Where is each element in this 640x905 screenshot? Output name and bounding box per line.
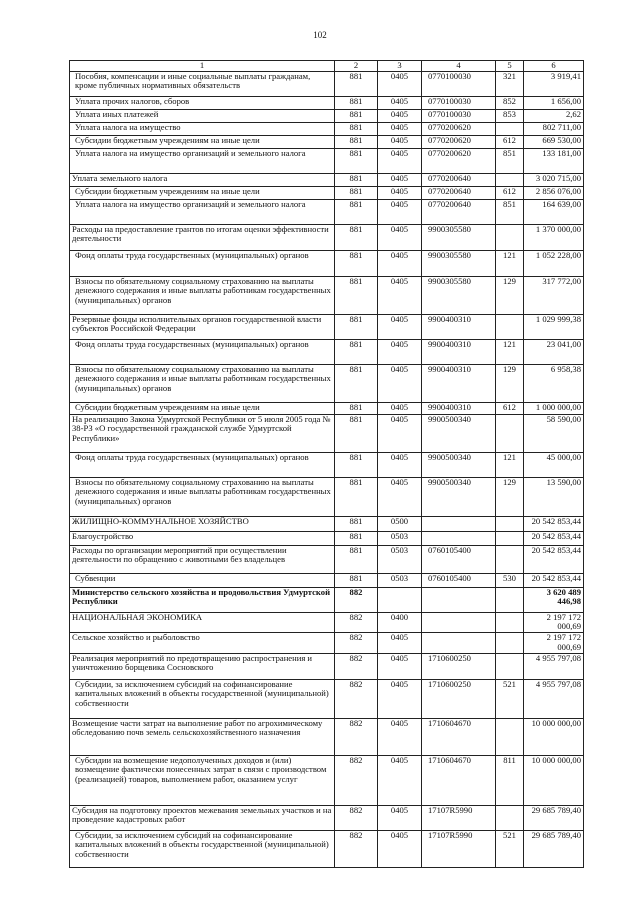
department-code-cell: 881 — [335, 135, 378, 148]
amount-cell: 1 029 999,38 — [524, 314, 584, 339]
table-row — [70, 531, 584, 545]
expense-name-cell: НАЦИОНАЛЬНАЯ ЭКОНОМИКА — [70, 612, 335, 632]
table-row — [70, 135, 584, 148]
column-header: 2 — [335, 61, 378, 72]
amount-cell: 3 020 715,00 — [524, 173, 584, 186]
target-article-cell: 17107R5990 — [422, 805, 496, 830]
department-code-cell: 881 — [335, 96, 378, 109]
department-code-cell: 881 — [335, 452, 378, 477]
target-article-cell: 0770100030 — [422, 109, 496, 122]
section-code-cell: 0405 — [378, 364, 422, 402]
expense-type-cell: 321 — [496, 71, 524, 96]
section-code-cell: 0405 — [378, 830, 422, 867]
expense-type-cell — [496, 653, 524, 679]
section-code-cell: 0400 — [378, 612, 422, 632]
column-header: 3 — [378, 61, 422, 72]
amount-cell: 133 181,00 — [524, 148, 584, 173]
expense-name-cell: Пособия, компенсации и иные социальные выплаты гражданам, кроме публичных нормативных обязательств — [70, 71, 335, 96]
section-code-cell: 0405 — [378, 71, 422, 96]
expense-name-cell: Субвенции — [70, 573, 335, 587]
expense-name-cell: Министерство сельского хозяйства и продовольствия Удмуртской Республики — [70, 587, 335, 612]
expense-type-cell: 851 — [496, 148, 524, 173]
amount-cell: 1 052 228,00 — [524, 250, 584, 276]
amount-cell: 20 542 853,44 — [524, 516, 584, 531]
department-code-cell: 881 — [335, 477, 378, 516]
expense-type-cell: 521 — [496, 830, 524, 867]
section-code-cell: 0405 — [378, 186, 422, 199]
department-code-cell: 881 — [335, 122, 378, 135]
expense-name-cell: Субсидии бюджетным учреждениям на иные цели — [70, 135, 335, 148]
expense-name-cell: Субсидии на возмещение недополученных доходов и (или) возмещение фактически понесенных затрат в связи с производством (реализацией) товаров, выполнением работ, оказанием услуг — [70, 755, 335, 805]
table-row — [70, 755, 584, 805]
section-code-cell: 0405 — [378, 402, 422, 414]
expense-name-cell: Расходы по организации мероприятий при осуществлении деятельности по обращению с животными без владельцев — [70, 545, 335, 573]
table-row — [70, 250, 584, 276]
amount-cell: 1 656,00 — [524, 96, 584, 109]
expense-name-cell: Уплата земельного налога — [70, 173, 335, 186]
department-code-cell: 882 — [335, 755, 378, 805]
target-article-cell — [422, 587, 496, 612]
target-article-cell: 1710604670 — [422, 718, 496, 755]
target-article-cell: 1710604670 — [422, 755, 496, 805]
target-article-cell: 0770100030 — [422, 96, 496, 109]
target-article-cell: 9900500340 — [422, 414, 496, 452]
target-article-cell — [422, 612, 496, 632]
amount-cell: 3 620 489 446,98 — [524, 587, 584, 612]
table-row — [70, 830, 584, 867]
target-article-cell: 9900305580 — [422, 224, 496, 250]
department-code-cell: 881 — [335, 173, 378, 186]
column-header: 4 — [422, 61, 496, 72]
target-article-cell: 9900400310 — [422, 402, 496, 414]
amount-cell: 669 530,00 — [524, 135, 584, 148]
department-code-cell: 881 — [335, 109, 378, 122]
expense-type-cell — [496, 718, 524, 755]
department-code-cell: 881 — [335, 414, 378, 452]
department-code-cell: 882 — [335, 633, 378, 653]
section-code-cell: 0503 — [378, 573, 422, 587]
department-code-cell: 882 — [335, 718, 378, 755]
expense-type-cell — [496, 516, 524, 531]
section-code-cell: 0503 — [378, 531, 422, 545]
section-code-cell: 0405 — [378, 199, 422, 224]
target-article-cell: 0760105400 — [422, 573, 496, 587]
expense-name-cell: Сельское хозяйство и рыболовство — [70, 633, 335, 653]
target-article-cell: 9900400310 — [422, 314, 496, 339]
expense-name-cell: Субсидии, за исключением субсидий на софинансирование капитальных вложений в объекты государственной (муниципальной) собственности — [70, 830, 335, 867]
target-article-cell: 0770200640 — [422, 199, 496, 224]
table-row — [70, 276, 584, 314]
department-code-cell: 881 — [335, 276, 378, 314]
expense-type-cell — [496, 173, 524, 186]
section-code-cell: 0500 — [378, 516, 422, 531]
department-code-cell: 881 — [335, 314, 378, 339]
department-code-cell: 881 — [335, 186, 378, 199]
expense-type-cell — [496, 805, 524, 830]
amount-cell: 6 958,38 — [524, 364, 584, 402]
expense-name-cell: Взносы по обязательному социальному страхованию на выплаты денежного содержания и иные выплаты работникам государственных (муниципальных) органов — [70, 276, 335, 314]
expense-type-cell — [496, 633, 524, 653]
expense-name-cell: На реализацию Закона Удмуртской Республики от 5 июля 2005 года № 38-РЗ «О государственной гражданской службе Удмуртской Республики» — [70, 414, 335, 452]
expense-name-cell: Возмещение части затрат на выполнение работ по агрохимическому обследованию почв земель сельскохозяйственного назначения — [70, 718, 335, 755]
amount-cell: 317 772,00 — [524, 276, 584, 314]
table-row — [70, 718, 584, 755]
department-code-cell: 882 — [335, 679, 378, 718]
department-code-cell: 881 — [335, 148, 378, 173]
department-code-cell: 881 — [335, 339, 378, 364]
table-row — [70, 122, 584, 135]
amount-cell: 4 955 797,08 — [524, 653, 584, 679]
amount-cell: 10 000 000,00 — [524, 755, 584, 805]
amount-cell: 58 590,00 — [524, 414, 584, 452]
table-row — [70, 414, 584, 452]
department-code-cell: 881 — [335, 573, 378, 587]
amount-cell: 3 919,41 — [524, 71, 584, 96]
target-article-cell: 1710600250 — [422, 653, 496, 679]
section-code-cell: 0405 — [378, 718, 422, 755]
expense-name-cell: Взносы по обязательному социальному страхованию на выплаты денежного содержания и иные выплаты работникам государственных (муниципальных) органов — [70, 477, 335, 516]
expense-name-cell: Уплата налога на имущество организаций и земельного налога — [70, 199, 335, 224]
expense-name-cell: Субсидии, за исключением субсидий на софинансирование капитальных вложений в объекты государственной (муниципальной) собственности — [70, 679, 335, 718]
department-code-cell: 881 — [335, 402, 378, 414]
expense-name-cell: Уплата налога на имущество — [70, 122, 335, 135]
expense-name-cell: Фонд оплаты труда государственных (муниципальных) органов — [70, 339, 335, 364]
expense-type-cell — [496, 224, 524, 250]
table-row — [70, 612, 584, 632]
target-article-cell: 9900305580 — [422, 250, 496, 276]
section-code-cell: 0405 — [378, 633, 422, 653]
table-row — [70, 71, 584, 96]
department-code-cell: 881 — [335, 516, 378, 531]
expense-type-cell: 521 — [496, 679, 524, 718]
department-code-cell: 881 — [335, 545, 378, 573]
table-row — [70, 679, 584, 718]
expense-type-cell: 530 — [496, 573, 524, 587]
amount-cell: 1 000 000,00 — [524, 402, 584, 414]
amount-cell: 2 197 172 000,69 — [524, 612, 584, 632]
table-row — [70, 587, 584, 612]
section-code-cell: 0405 — [378, 805, 422, 830]
section-code-cell: 0405 — [378, 250, 422, 276]
section-code-cell: 0405 — [378, 477, 422, 516]
page-number: 102 — [313, 30, 327, 40]
expense-name-cell: Фонд оплаты труда государственных (муниципальных) органов — [70, 250, 335, 276]
amount-cell: 802 711,00 — [524, 122, 584, 135]
amount-cell: 20 542 853,44 — [524, 545, 584, 573]
department-code-cell: 881 — [335, 199, 378, 224]
column-header: 5 — [496, 61, 524, 72]
expense-type-cell: 852 — [496, 96, 524, 109]
target-article-cell: 9900400310 — [422, 364, 496, 402]
table-row — [70, 402, 584, 414]
budget-table — [69, 60, 584, 868]
amount-cell: 20 542 853,44 — [524, 573, 584, 587]
target-article-cell: 9900500340 — [422, 452, 496, 477]
amount-cell: 20 542 853,44 — [524, 531, 584, 545]
target-article-cell: 0770100030 — [422, 71, 496, 96]
expense-type-cell: 121 — [496, 339, 524, 364]
section-code-cell — [378, 587, 422, 612]
expense-name-cell: Реализация мероприятий по предотвращению распространения и уничтожению борщевика Сосновского — [70, 653, 335, 679]
target-article-cell: 0770200620 — [422, 135, 496, 148]
table-row — [70, 516, 584, 531]
target-article-cell: 0770200640 — [422, 186, 496, 199]
table-row — [70, 573, 584, 587]
table-row — [70, 173, 584, 186]
target-article-cell: 0770200640 — [422, 173, 496, 186]
amount-cell: 4 955 797,08 — [524, 679, 584, 718]
table-row — [70, 314, 584, 339]
column-header: 6 — [524, 61, 584, 72]
expense-type-cell — [496, 314, 524, 339]
table-row — [70, 224, 584, 250]
section-code-cell: 0405 — [378, 109, 422, 122]
expense-name-cell: ЖИЛИЩНО-КОММУНАЛЬНОЕ ХОЗЯЙСТВО — [70, 516, 335, 531]
section-code-cell: 0405 — [378, 276, 422, 314]
table-row — [70, 633, 584, 653]
expense-name-cell: Уплата прочих налогов, сборов — [70, 96, 335, 109]
expense-type-cell: 129 — [496, 276, 524, 314]
target-article-cell — [422, 531, 496, 545]
expense-type-cell: 811 — [496, 755, 524, 805]
table-row — [70, 805, 584, 830]
section-code-cell: 0405 — [378, 135, 422, 148]
expense-name-cell: Субсидия на подготовку проектов межевания земельных участков и на проведение кадастровых работ — [70, 805, 335, 830]
expense-type-cell: 121 — [496, 250, 524, 276]
section-code-cell: 0405 — [378, 122, 422, 135]
section-code-cell: 0503 — [378, 545, 422, 573]
target-article-cell: 0760105400 — [422, 545, 496, 573]
expense-type-cell — [496, 545, 524, 573]
table-row — [70, 653, 584, 679]
department-code-cell: 881 — [335, 71, 378, 96]
expense-name-cell: Резервные фонды исполнительных органов государственной власти субъектов Российской Федерации — [70, 314, 335, 339]
amount-cell: 23 041,00 — [524, 339, 584, 364]
expense-name-cell: Расходы на предоставление грантов по итогам оценки эффективности деятельности — [70, 224, 335, 250]
department-code-cell: 882 — [335, 587, 378, 612]
table-row — [70, 109, 584, 122]
section-code-cell: 0405 — [378, 148, 422, 173]
section-code-cell: 0405 — [378, 755, 422, 805]
amount-cell: 13 590,00 — [524, 477, 584, 516]
amount-cell: 164 639,00 — [524, 199, 584, 224]
table-row — [70, 339, 584, 364]
table-row — [70, 364, 584, 402]
target-article-cell: 9900305580 — [422, 276, 496, 314]
section-code-cell: 0405 — [378, 339, 422, 364]
expense-type-cell: 851 — [496, 199, 524, 224]
expense-type-cell — [496, 414, 524, 452]
table-row — [70, 452, 584, 477]
expense-type-cell — [496, 612, 524, 632]
section-code-cell: 0405 — [378, 173, 422, 186]
table-row — [70, 477, 584, 516]
target-article-cell: 0770200620 — [422, 148, 496, 173]
table-row — [70, 96, 584, 109]
expense-type-cell — [496, 122, 524, 135]
table-row — [70, 148, 584, 173]
expense-type-cell: 129 — [496, 364, 524, 402]
section-code-cell: 0405 — [378, 679, 422, 718]
expense-type-cell: 129 — [496, 477, 524, 516]
expense-type-cell: 121 — [496, 452, 524, 477]
column-header: 1 — [70, 61, 335, 72]
expense-name-cell: Субсидии бюджетным учреждениям на иные цели — [70, 186, 335, 199]
department-code-cell: 882 — [335, 612, 378, 632]
department-code-cell: 881 — [335, 531, 378, 545]
expense-type-cell — [496, 531, 524, 545]
expense-name-cell: Субсидии бюджетным учреждениям на иные цели — [70, 402, 335, 414]
section-code-cell: 0405 — [378, 653, 422, 679]
target-article-cell: 9900500340 — [422, 477, 496, 516]
expense-type-cell — [496, 587, 524, 612]
target-article-cell: 9900400310 — [422, 339, 496, 364]
expense-name-cell: Уплата иных платежей — [70, 109, 335, 122]
table-row — [70, 545, 584, 573]
department-code-cell: 882 — [335, 653, 378, 679]
table-row — [70, 199, 584, 224]
amount-cell: 10 000 000,00 — [524, 718, 584, 755]
amount-cell: 29 685 789,40 — [524, 805, 584, 830]
department-code-cell: 882 — [335, 805, 378, 830]
target-article-cell: 1710600250 — [422, 679, 496, 718]
expense-name-cell: Фонд оплаты труда государственных (муниципальных) органов — [70, 452, 335, 477]
expense-name-cell: Благоустройство — [70, 531, 335, 545]
table-row — [70, 186, 584, 199]
target-article-cell: 0770200620 — [422, 122, 496, 135]
department-code-cell: 881 — [335, 224, 378, 250]
section-code-cell: 0405 — [378, 314, 422, 339]
amount-cell: 2 197 172 000,69 — [524, 633, 584, 653]
expense-name-cell: Уплата налога на имущество организаций и земельного налога — [70, 148, 335, 173]
section-code-cell: 0405 — [378, 96, 422, 109]
amount-cell: 1 370 000,00 — [524, 224, 584, 250]
target-article-cell: 17107R5990 — [422, 830, 496, 867]
expense-name-cell: Взносы по обязательному социальному страхованию на выплаты денежного содержания и иные выплаты работникам государственных (муниципальных) органов — [70, 364, 335, 402]
target-article-cell — [422, 516, 496, 531]
target-article-cell — [422, 633, 496, 653]
department-code-cell: 882 — [335, 830, 378, 867]
amount-cell: 2 856 076,00 — [524, 186, 584, 199]
expense-type-cell: 612 — [496, 402, 524, 414]
section-code-cell: 0405 — [378, 452, 422, 477]
section-code-cell: 0405 — [378, 414, 422, 452]
amount-cell: 29 685 789,40 — [524, 830, 584, 867]
amount-cell: 45 000,00 — [524, 452, 584, 477]
department-code-cell: 881 — [335, 364, 378, 402]
expense-type-cell: 853 — [496, 109, 524, 122]
expense-type-cell: 612 — [496, 135, 524, 148]
department-code-cell: 881 — [335, 250, 378, 276]
expense-type-cell: 612 — [496, 186, 524, 199]
section-code-cell: 0405 — [378, 224, 422, 250]
amount-cell: 2,62 — [524, 109, 584, 122]
column-number-header-row — [70, 61, 584, 72]
